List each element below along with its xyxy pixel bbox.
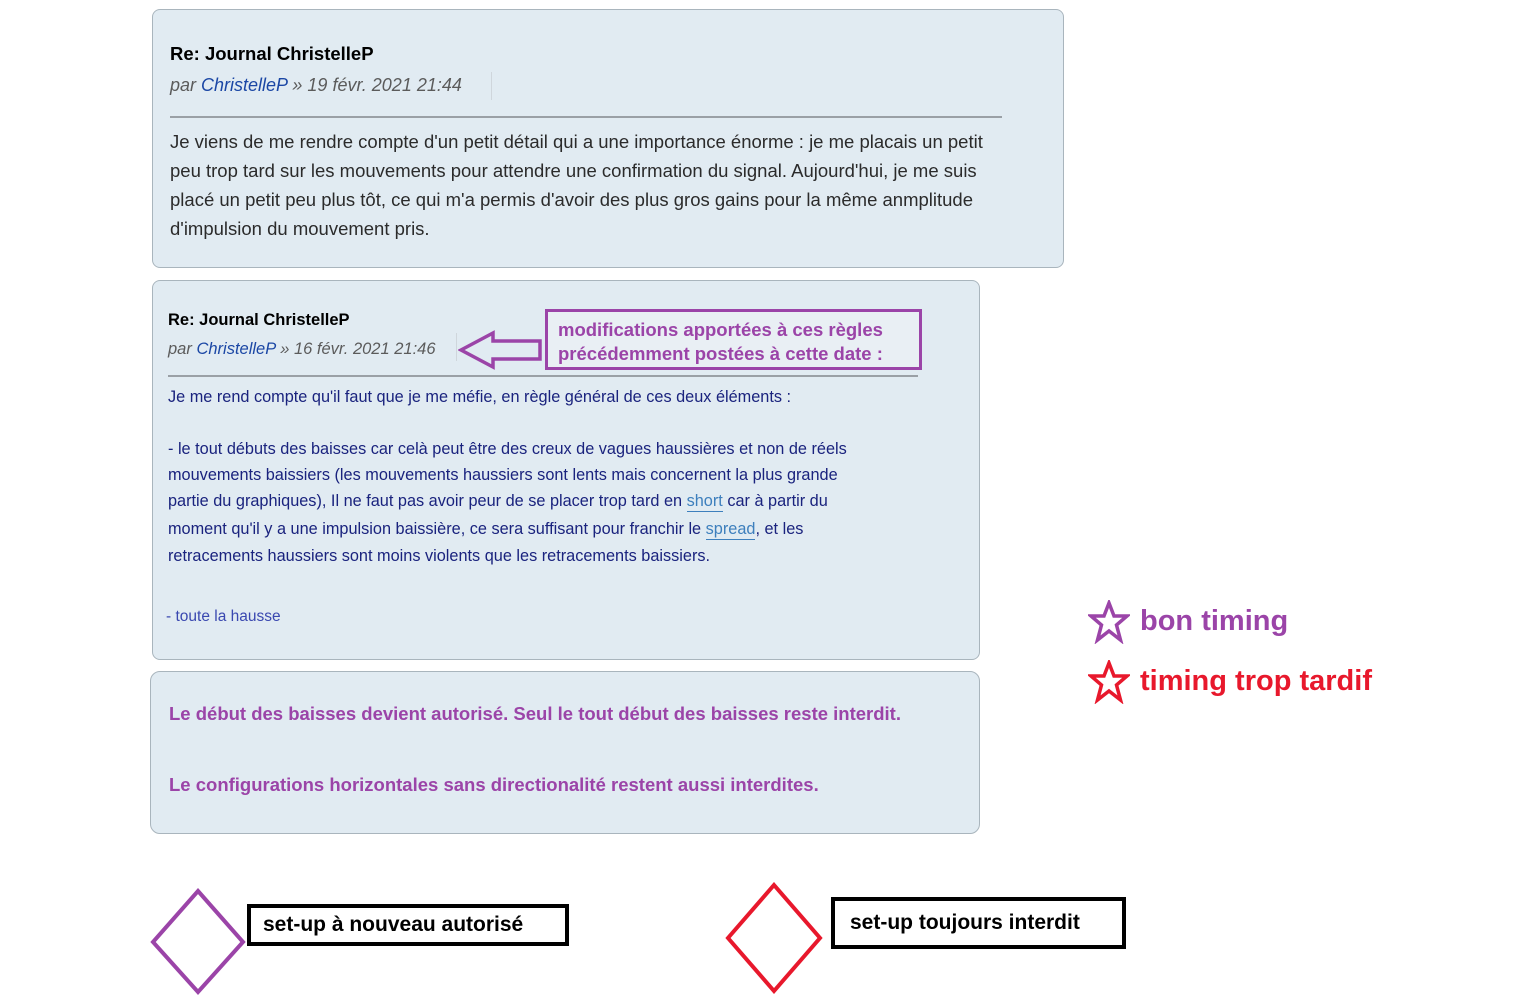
post-separator [170,116,1002,118]
post-date: » 16 févr. 2021 21:46 [275,340,436,358]
red-diamond-icon [725,882,823,994]
post-line [168,492,828,511]
purple-diamond-icon [150,888,246,996]
text-fragment: partie du graphiques), Il ne faut pas avoir peur de se placer trop tard en [168,492,687,510]
post-title[interactable]: Re: Journal ChristelleP [170,43,374,64]
post-card-1 [152,9,1064,268]
post-meta [168,340,436,359]
post-line: retracements haussiers sont moins violents que les retracements baissiers. [168,547,711,565]
post-line: - le tout débuts des baisses car celà peut être des creux de vagues haussières et non de réels [168,440,847,458]
red-star-icon [1088,660,1130,704]
purple-star-icon [1088,600,1130,644]
annotation-box [545,309,922,370]
keyword-link-short[interactable]: short [686,492,723,510]
rules-card [150,671,980,834]
key-setup-forbidden: set-up toujours interdit [831,897,1126,949]
author-link[interactable]: ChristelleP [196,340,276,358]
left-arrow-icon [458,330,544,370]
legend-late-timing: timing trop tardif [1140,665,1372,697]
annotation-text [558,318,883,366]
key-setup-allowed: set-up à nouveau autorisé [247,904,569,946]
text-fragment: moment qu'il y a une impulsion baissière, ce sera suffisant pour franchir le [168,520,706,538]
meta-divider [491,72,492,100]
annotation-line: modifications apportées à ces règles [558,319,883,340]
author-link[interactable]: ChristelleP [201,75,288,95]
post-line: mouvements baissiers (les mouvements haussiers sont lents mais concernent la plus grande [168,466,838,484]
post-body: Je viens de me rendre compte d'un petit détail qui a une importance énorme : je me placais un petit peu trop tard sur les mouvements pour attendre une confirmation du signal. Aujourd'hui, je me suis placé un petit peu plus tôt, ce qui m'a permis d'avoir des plus gros gains pour la même anmplitude d'impulsion du mouvement pris. [170,131,983,239]
post-title[interactable]: Re: Journal ChristelleP [168,311,350,329]
rule-text: Le configurations horizontales sans directionalité restent aussi interdites. [169,774,819,795]
text-fragment: , et les [755,520,804,538]
keyword-link-spread[interactable]: spread [705,520,756,538]
rule-text: Le début des baisses devient autorisé. Seul le tout début des baisses reste interdit. [169,703,901,724]
text-fragment: car à partir du [722,492,828,510]
post-date: » 19 févr. 2021 21:44 [287,75,462,95]
post-line [168,520,803,539]
meta-prefix: par [168,340,197,358]
meta-divider [456,333,457,361]
legend-good-timing: bon timing [1140,605,1289,637]
post-separator [168,375,918,377]
post-line-item2: - toute la hausse [166,608,281,625]
annotation-line: précédemment postées à cette date : [558,343,883,364]
post-intro: Je me rend compte qu'il faut que je me méfie, en règle général de ces deux éléments : [168,388,792,406]
post-meta [170,75,462,96]
meta-prefix: par [170,75,202,95]
